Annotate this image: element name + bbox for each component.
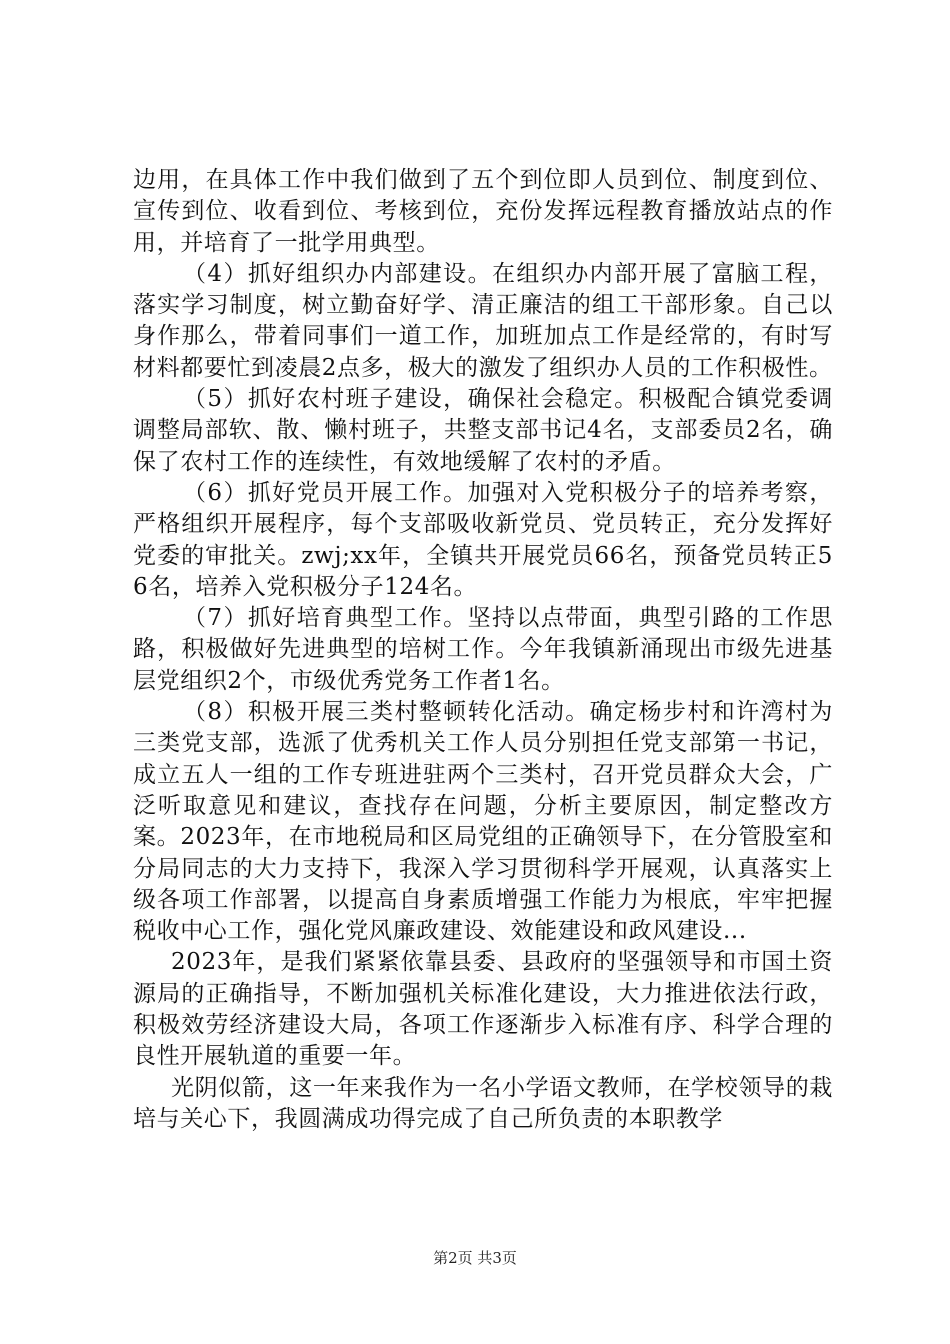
paragraph-teacher: 光阴似箭，这一年来我作为一名小学语文教师，在学校领导的栽培与关心下，我圆满成功得完成了自己所负责的本职教学 [133,1074,833,1132]
paragraph-2023-summary: 2023年，是我们紧紧依靠县委、县政府的坚强领导和市国土资源局的正确指导，不断加强机关标准化建设，大力推进依法行政，积极效劳经济建设大局，各项工作逐渐步入标准有序、科学合理的良性开展轨道的重要一年。 [133,949,833,1070]
paragraph-item-6: （6）抓好党员开展工作。加强对入党积极分子的培养考察，严格组织开展程序，每个支部吸收新党员、党员转正，充分发挥好党委的审批关。zwj;xx年，全镇共开展党员66名，预备党员转正56名，培养入党积极分子124名。 [133,479,833,600]
paragraph-item-5: （5）抓好农村班子建设，确保社会稳定。积极配合镇党委调调整局部软、散、懒村班子，共整支部书记4名，支部委员2名，确保了农村工作的连续性，有效地缓解了农村的矛盾。 [133,386,833,475]
paragraph-item-7: （7）抓好培育典型工作。坚持以点带面，典型引路的工作思路，积极做好先进典型的培树工作。今年我镇新涌现出市级先进基层党组织2个，市级优秀党务工作者1名。 [133,605,833,694]
page-number: 第2页 共3页 [433,1249,517,1267]
paragraph-continuation: 边用，在具体工作中我们做到了五个到位即人员到位、制度到位、宣传到位、收看到位、考核到位，充份发挥远程教育播放站点的作用，并培育了一批学用典型。 [133,167,833,256]
paragraph-item-8: （8）积极开展三类村整顿转化活动。确定杨步村和许湾村为三类党支部，选派了优秀机关工作人员分别担任党支部第一书记，成立五人一组的工作专班进驻两个三类村，召开党员群众大会，广泛听取意见和建议，查找存在问题，分析主要原因，制定整改方案。2023年，在市地税局和区局党组的正确领导下，在分管股室和分局同志的大力支持下，我深入学习贯彻科学开展观，认真落实上级各项工作部署，以提高自身素质增强工作能力为根底，牢牢把握税收中心工作，强化党风廉政建设、效能建设和政风建设... [133,699,833,945]
document-body [133,165,833,1135]
paragraph-item-4: （4）抓好组织办内部建设。在组织办内部开展了富脑工程，落实学习制度，树立勤奋好学、清正廉洁的组工干部形象。自己以身作那么，带着同事们一道工作，加班加点工作是经常的，有时写材料都要忙到凌晨2点多，极大的激发了组织办人员的工作积极性。 [133,260,833,381]
